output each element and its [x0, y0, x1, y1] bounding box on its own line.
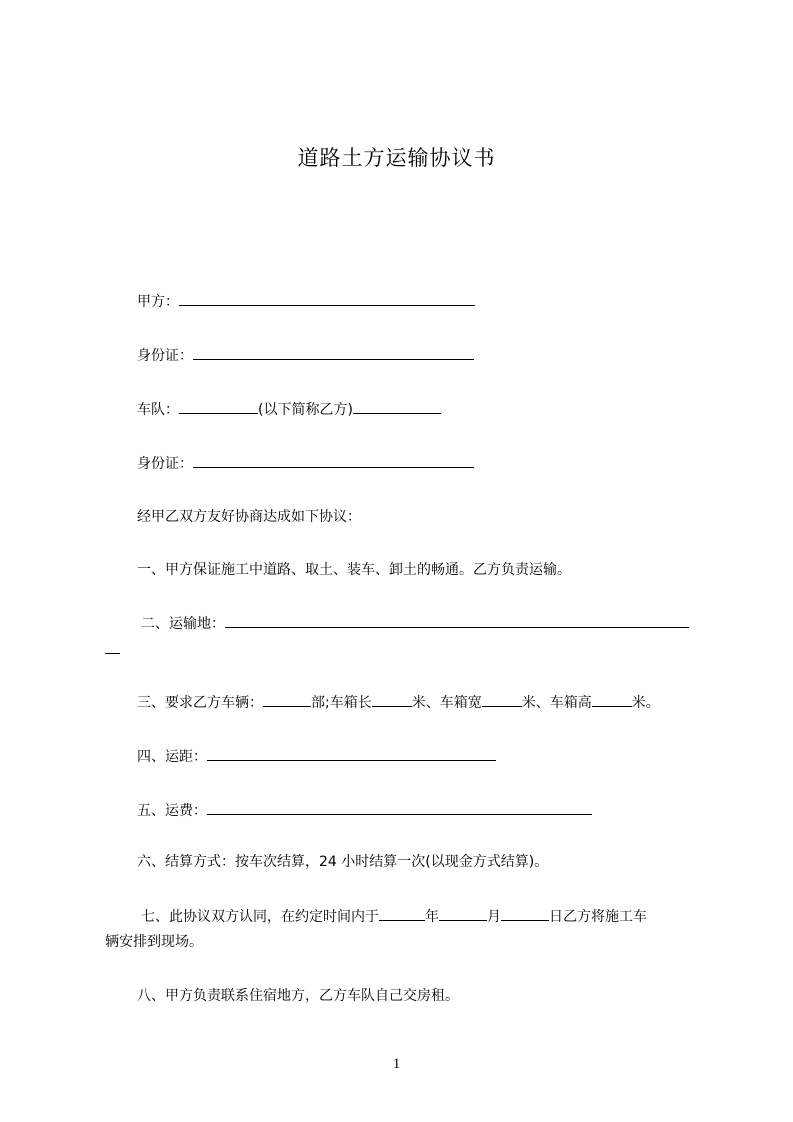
- id-card-label-1: 身份证：: [137, 348, 193, 364]
- clause-1: 一、甲方保证施工中道路、取土、装车、卸土的畅通。乙方负责运输。: [137, 562, 571, 578]
- clause-2-blank-d: [105, 639, 120, 654]
- box-height-blank: [592, 692, 632, 707]
- box-length-blank: [372, 692, 412, 707]
- clause-7-day-rest: 日乙方将施工车: [549, 909, 647, 925]
- clause-7-month: 月: [487, 909, 501, 925]
- clause-5-label: 五、运费：: [137, 803, 207, 819]
- clause-2-label: 二、运输地：: [141, 616, 225, 632]
- id-card-blank-1: [193, 345, 474, 360]
- day-blank: [501, 906, 549, 921]
- intro-paragraph: 经甲乙双方友好协商达成如下协议：: [137, 509, 361, 525]
- year-blank: [379, 906, 425, 921]
- freight-blank: [207, 800, 592, 815]
- id-card-line-1: [137, 345, 474, 366]
- clause-6: 六、结算方式：按车次结算，24 小时结算一次(以现金方式结算)。: [137, 854, 549, 870]
- vehicle-count-blank: [263, 692, 311, 707]
- clause-2-line: [141, 613, 689, 634]
- fleet-note: (以下简称乙方): [258, 402, 353, 418]
- fleet-label: 车队：: [137, 402, 179, 418]
- distance-blank: [207, 746, 496, 761]
- clause-7-continuation: 辆安排到现场。: [105, 934, 203, 950]
- month-blank: [439, 906, 487, 921]
- clause-2-continuation: [105, 639, 120, 660]
- box-width-blank: [482, 692, 522, 707]
- fleet-blank-1: [179, 399, 258, 414]
- clause-3-unit-mi-1: 米、车箱宽: [411, 695, 482, 711]
- party-a-blank: [179, 291, 475, 306]
- id-card-label-2: 身份证：: [137, 456, 193, 472]
- clause-3-unit-mi-3: 米。: [631, 695, 660, 711]
- clause-3-line: [137, 692, 660, 713]
- clause-3-prefix: 三、要求乙方车辆：: [137, 695, 263, 711]
- fleet-line: [137, 399, 441, 420]
- clause-3-unit-mi-2: 米、车箱高: [521, 695, 592, 711]
- page-number: 1: [392, 1056, 401, 1072]
- document-title: 道路土方运输协议书: [297, 146, 496, 170]
- id-card-line-2: [137, 453, 474, 474]
- party-a-label: 甲方：: [137, 294, 179, 310]
- clause-7-year: 年: [425, 909, 439, 925]
- party-a-line: [137, 291, 475, 312]
- clause-2-blank-b: [370, 613, 649, 628]
- id-card-blank-2: [193, 453, 474, 468]
- clause-7-prefix: 七、此协议双方认同，在约定时间内于: [141, 909, 379, 925]
- fleet-blank-2: [353, 399, 441, 414]
- clause-5-line: [137, 800, 592, 821]
- clause-2-blank-c: [649, 613, 689, 628]
- clause-7-line: [141, 906, 647, 927]
- clause-4-line: [137, 746, 496, 767]
- clause-3-unit-bu: 部;车箱长: [311, 695, 372, 711]
- clause-4-label: 四、运距：: [137, 749, 207, 765]
- clause-2-blank-a: [225, 613, 370, 628]
- clause-8: 八、甲方负责联系住宿地方，乙方车队自己交房租。: [137, 988, 459, 1004]
